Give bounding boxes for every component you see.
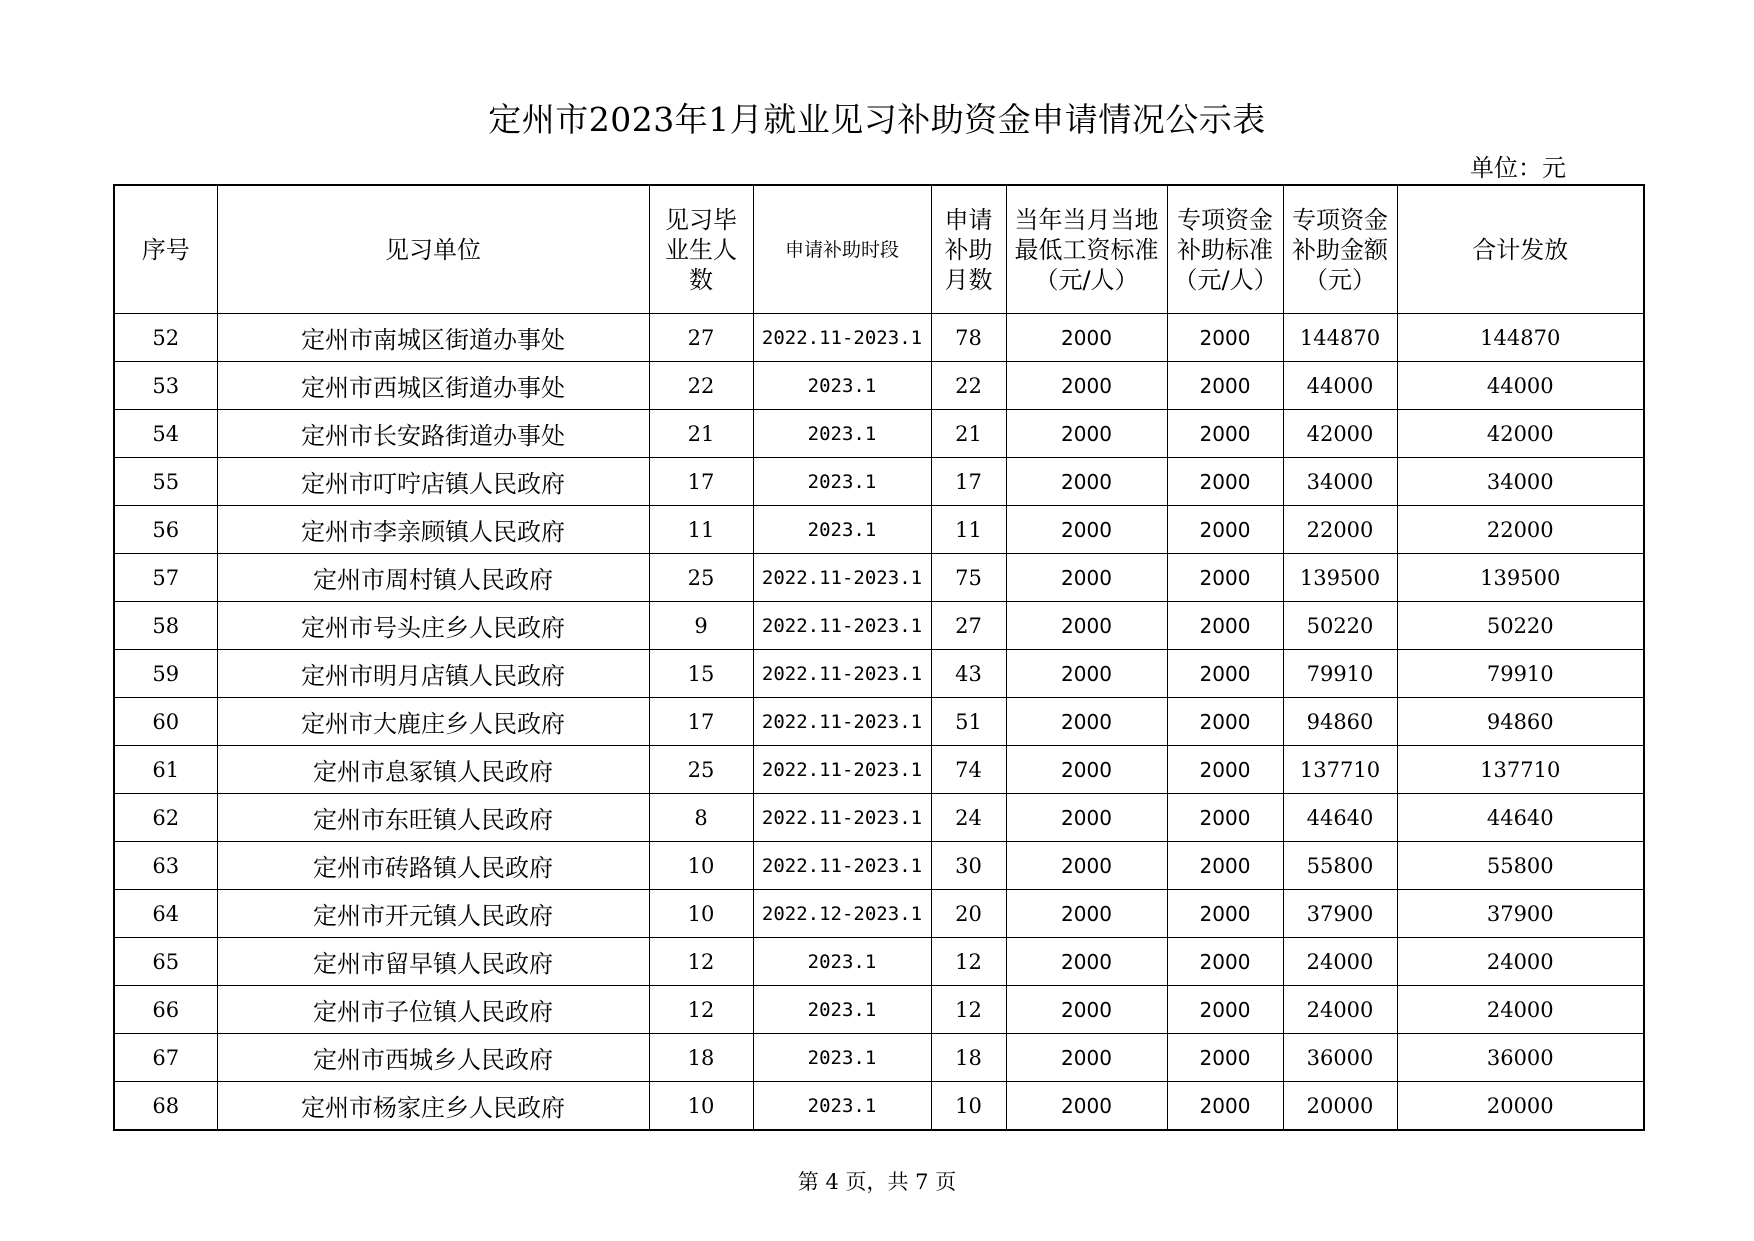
cell-special-amount: 24000 (1283, 938, 1397, 986)
cell-special-std: 2000 (1167, 1034, 1283, 1082)
cell-special-amount: 139500 (1283, 554, 1397, 602)
table-row (114, 842, 1644, 890)
cell-org: 定州市东旺镇人民政府 (217, 794, 649, 842)
cell-months: 51 (931, 698, 1006, 746)
cell-months: 27 (931, 602, 1006, 650)
cell-graduates: 10 (649, 842, 753, 890)
cell-special-std: 2000 (1167, 650, 1283, 698)
cell-seq: 56 (114, 506, 217, 554)
cell-graduates: 10 (649, 1082, 753, 1131)
cell-special-amount: 36000 (1283, 1034, 1397, 1082)
cell-min-wage: 2000 (1006, 554, 1167, 602)
table-row (114, 986, 1644, 1034)
cell-org: 定州市周村镇人民政府 (217, 554, 649, 602)
cell-special-amount: 144870 (1283, 314, 1397, 362)
cell-seq: 55 (114, 458, 217, 506)
cell-org: 定州市开元镇人民政府 (217, 890, 649, 938)
cell-org: 定州市息冢镇人民政府 (217, 746, 649, 794)
table-row (114, 890, 1644, 938)
cell-total: 144870 (1397, 314, 1644, 362)
cell-total: 139500 (1397, 554, 1644, 602)
cell-special-std: 2000 (1167, 842, 1283, 890)
cell-org: 定州市杨家庄乡人民政府 (217, 1082, 649, 1131)
cell-months: 10 (931, 1082, 1006, 1131)
cell-special-std: 2000 (1167, 746, 1283, 794)
table-row (114, 746, 1644, 794)
cell-months: 12 (931, 938, 1006, 986)
table-row (114, 1034, 1644, 1082)
cell-months: 43 (931, 650, 1006, 698)
cell-special-amount: 37900 (1283, 890, 1397, 938)
table-row (114, 938, 1644, 986)
cell-months: 74 (931, 746, 1006, 794)
cell-seq: 58 (114, 602, 217, 650)
table-row (114, 314, 1644, 362)
cell-special-std: 2000 (1167, 458, 1283, 506)
cell-org: 定州市大鹿庄乡人民政府 (217, 698, 649, 746)
cell-min-wage: 2000 (1006, 938, 1167, 986)
cell-special-std: 2000 (1167, 362, 1283, 410)
cell-graduates: 12 (649, 938, 753, 986)
cell-seq: 61 (114, 746, 217, 794)
cell-min-wage: 2000 (1006, 1082, 1167, 1131)
cell-period: 2023.1 (753, 1034, 931, 1082)
table-row (114, 362, 1644, 410)
cell-total: 94860 (1397, 698, 1644, 746)
cell-graduates: 17 (649, 698, 753, 746)
cell-min-wage: 2000 (1006, 458, 1167, 506)
cell-special-amount: 44000 (1283, 362, 1397, 410)
cell-period: 2022.11-2023.1 (753, 314, 931, 362)
cell-total: 44000 (1397, 362, 1644, 410)
cell-special-std: 2000 (1167, 1082, 1283, 1131)
cell-special-amount: 22000 (1283, 506, 1397, 554)
header-special-std: 专项资金补助标准（元/人） (1167, 185, 1283, 314)
cell-months: 24 (931, 794, 1006, 842)
table-row (114, 554, 1644, 602)
cell-graduates: 8 (649, 794, 753, 842)
cell-min-wage: 2000 (1006, 362, 1167, 410)
cell-min-wage: 2000 (1006, 746, 1167, 794)
cell-org: 定州市号头庄乡人民政府 (217, 602, 649, 650)
cell-min-wage: 2000 (1006, 506, 1167, 554)
cell-org: 定州市明月店镇人民政府 (217, 650, 649, 698)
cell-total: 20000 (1397, 1082, 1644, 1131)
cell-total: 50220 (1397, 602, 1644, 650)
cell-period: 2023.1 (753, 1082, 931, 1131)
cell-period: 2023.1 (753, 506, 931, 554)
cell-graduates: 25 (649, 746, 753, 794)
cell-org: 定州市西城乡人民政府 (217, 1034, 649, 1082)
cell-min-wage: 2000 (1006, 986, 1167, 1034)
cell-graduates: 22 (649, 362, 753, 410)
cell-period: 2022.11-2023.1 (753, 746, 931, 794)
subsidy-table (113, 184, 1645, 1131)
table-row (114, 506, 1644, 554)
cell-months: 11 (931, 506, 1006, 554)
cell-org: 定州市西城区街道办事处 (217, 362, 649, 410)
cell-special-std: 2000 (1167, 602, 1283, 650)
cell-min-wage: 2000 (1006, 890, 1167, 938)
cell-total: 37900 (1397, 890, 1644, 938)
cell-special-amount: 42000 (1283, 410, 1397, 458)
table-row (114, 602, 1644, 650)
cell-seq: 65 (114, 938, 217, 986)
cell-months: 21 (931, 410, 1006, 458)
header-total: 合计发放 (1397, 185, 1644, 314)
cell-months: 78 (931, 314, 1006, 362)
cell-period: 2022.11-2023.1 (753, 554, 931, 602)
cell-seq: 60 (114, 698, 217, 746)
cell-org: 定州市南城区街道办事处 (217, 314, 649, 362)
cell-special-std: 2000 (1167, 506, 1283, 554)
cell-period: 2022.11-2023.1 (753, 650, 931, 698)
cell-special-std: 2000 (1167, 698, 1283, 746)
cell-special-amount: 34000 (1283, 458, 1397, 506)
cell-special-amount: 50220 (1283, 602, 1397, 650)
cell-min-wage: 2000 (1006, 650, 1167, 698)
cell-total: 44640 (1397, 794, 1644, 842)
cell-special-amount: 44640 (1283, 794, 1397, 842)
cell-months: 17 (931, 458, 1006, 506)
cell-seq: 67 (114, 1034, 217, 1082)
cell-special-amount: 20000 (1283, 1082, 1397, 1131)
cell-seq: 64 (114, 890, 217, 938)
cell-total: 24000 (1397, 986, 1644, 1034)
cell-seq: 68 (114, 1082, 217, 1131)
cell-special-amount: 55800 (1283, 842, 1397, 890)
cell-period: 2022.11-2023.1 (753, 794, 931, 842)
cell-special-std: 2000 (1167, 794, 1283, 842)
cell-period: 2023.1 (753, 410, 931, 458)
header-graduates: 见习毕业生人数 (649, 185, 753, 314)
cell-special-std: 2000 (1167, 938, 1283, 986)
cell-special-amount: 137710 (1283, 746, 1397, 794)
cell-org: 定州市子位镇人民政府 (217, 986, 649, 1034)
cell-total: 22000 (1397, 506, 1644, 554)
cell-period: 2022.11-2023.1 (753, 842, 931, 890)
cell-months: 30 (931, 842, 1006, 890)
cell-graduates: 25 (649, 554, 753, 602)
cell-special-std: 2000 (1167, 554, 1283, 602)
cell-total: 79910 (1397, 650, 1644, 698)
cell-total: 55800 (1397, 842, 1644, 890)
header-seq: 序号 (114, 185, 217, 314)
cell-seq: 54 (114, 410, 217, 458)
cell-graduates: 17 (649, 458, 753, 506)
cell-period: 2023.1 (753, 938, 931, 986)
table-row (114, 650, 1644, 698)
cell-period: 2023.1 (753, 362, 931, 410)
page-title: 定州市2023年1月就业见习补助资金申请情况公示表 (488, 100, 1266, 139)
cell-min-wage: 2000 (1006, 314, 1167, 362)
header-months: 申请补助月数 (931, 185, 1006, 314)
cell-graduates: 11 (649, 506, 753, 554)
cell-org: 定州市留早镇人民政府 (217, 938, 649, 986)
cell-min-wage: 2000 (1006, 1034, 1167, 1082)
cell-org: 定州市叮咛店镇人民政府 (217, 458, 649, 506)
header-special-amount: 专项资金补助金额（元） (1283, 185, 1397, 314)
cell-graduates: 10 (649, 890, 753, 938)
table-row (114, 698, 1644, 746)
cell-org: 定州市长安路街道办事处 (217, 410, 649, 458)
cell-period: 2022.12-2023.1 (753, 890, 931, 938)
cell-period: 2022.11-2023.1 (753, 698, 931, 746)
cell-seq: 52 (114, 314, 217, 362)
cell-org: 定州市砖路镇人民政府 (217, 842, 649, 890)
cell-min-wage: 2000 (1006, 842, 1167, 890)
unit-label: 单位：元 (1470, 154, 1566, 182)
cell-seq: 53 (114, 362, 217, 410)
cell-seq: 62 (114, 794, 217, 842)
cell-special-std: 2000 (1167, 986, 1283, 1034)
cell-min-wage: 2000 (1006, 794, 1167, 842)
cell-graduates: 18 (649, 1034, 753, 1082)
cell-graduates: 12 (649, 986, 753, 1034)
cell-period: 2022.11-2023.1 (753, 602, 931, 650)
cell-org: 定州市李亲顾镇人民政府 (217, 506, 649, 554)
cell-graduates: 21 (649, 410, 753, 458)
table-row (114, 1082, 1644, 1131)
cell-months: 20 (931, 890, 1006, 938)
cell-seq: 63 (114, 842, 217, 890)
cell-graduates: 27 (649, 314, 753, 362)
cell-min-wage: 2000 (1006, 602, 1167, 650)
table-row (114, 794, 1644, 842)
cell-min-wage: 2000 (1006, 698, 1167, 746)
cell-special-std: 2000 (1167, 890, 1283, 938)
cell-seq: 66 (114, 986, 217, 1034)
cell-special-std: 2000 (1167, 410, 1283, 458)
cell-graduates: 15 (649, 650, 753, 698)
header-org: 见习单位 (217, 185, 649, 314)
cell-graduates: 9 (649, 602, 753, 650)
table-row (114, 458, 1644, 506)
cell-special-std: 2000 (1167, 314, 1283, 362)
cell-total: 34000 (1397, 458, 1644, 506)
header-min-wage: 当年当月当地最低工资标准（元/人） (1006, 185, 1167, 314)
cell-seq: 57 (114, 554, 217, 602)
cell-total: 36000 (1397, 1034, 1644, 1082)
cell-months: 18 (931, 1034, 1006, 1082)
cell-months: 75 (931, 554, 1006, 602)
header-row (114, 185, 1644, 314)
header-period: 申请补助时段 (753, 185, 931, 314)
cell-period: 2023.1 (753, 986, 931, 1034)
page-footer: 第 4 页，共 7 页 (797, 1170, 957, 1194)
cell-months: 12 (931, 986, 1006, 1034)
cell-special-amount: 94860 (1283, 698, 1397, 746)
cell-months: 22 (931, 362, 1006, 410)
cell-min-wage: 2000 (1006, 410, 1167, 458)
cell-period: 2023.1 (753, 458, 931, 506)
cell-special-amount: 24000 (1283, 986, 1397, 1034)
cell-total: 24000 (1397, 938, 1644, 986)
cell-seq: 59 (114, 650, 217, 698)
cell-special-amount: 79910 (1283, 650, 1397, 698)
table-row (114, 410, 1644, 458)
cell-total: 137710 (1397, 746, 1644, 794)
cell-total: 42000 (1397, 410, 1644, 458)
